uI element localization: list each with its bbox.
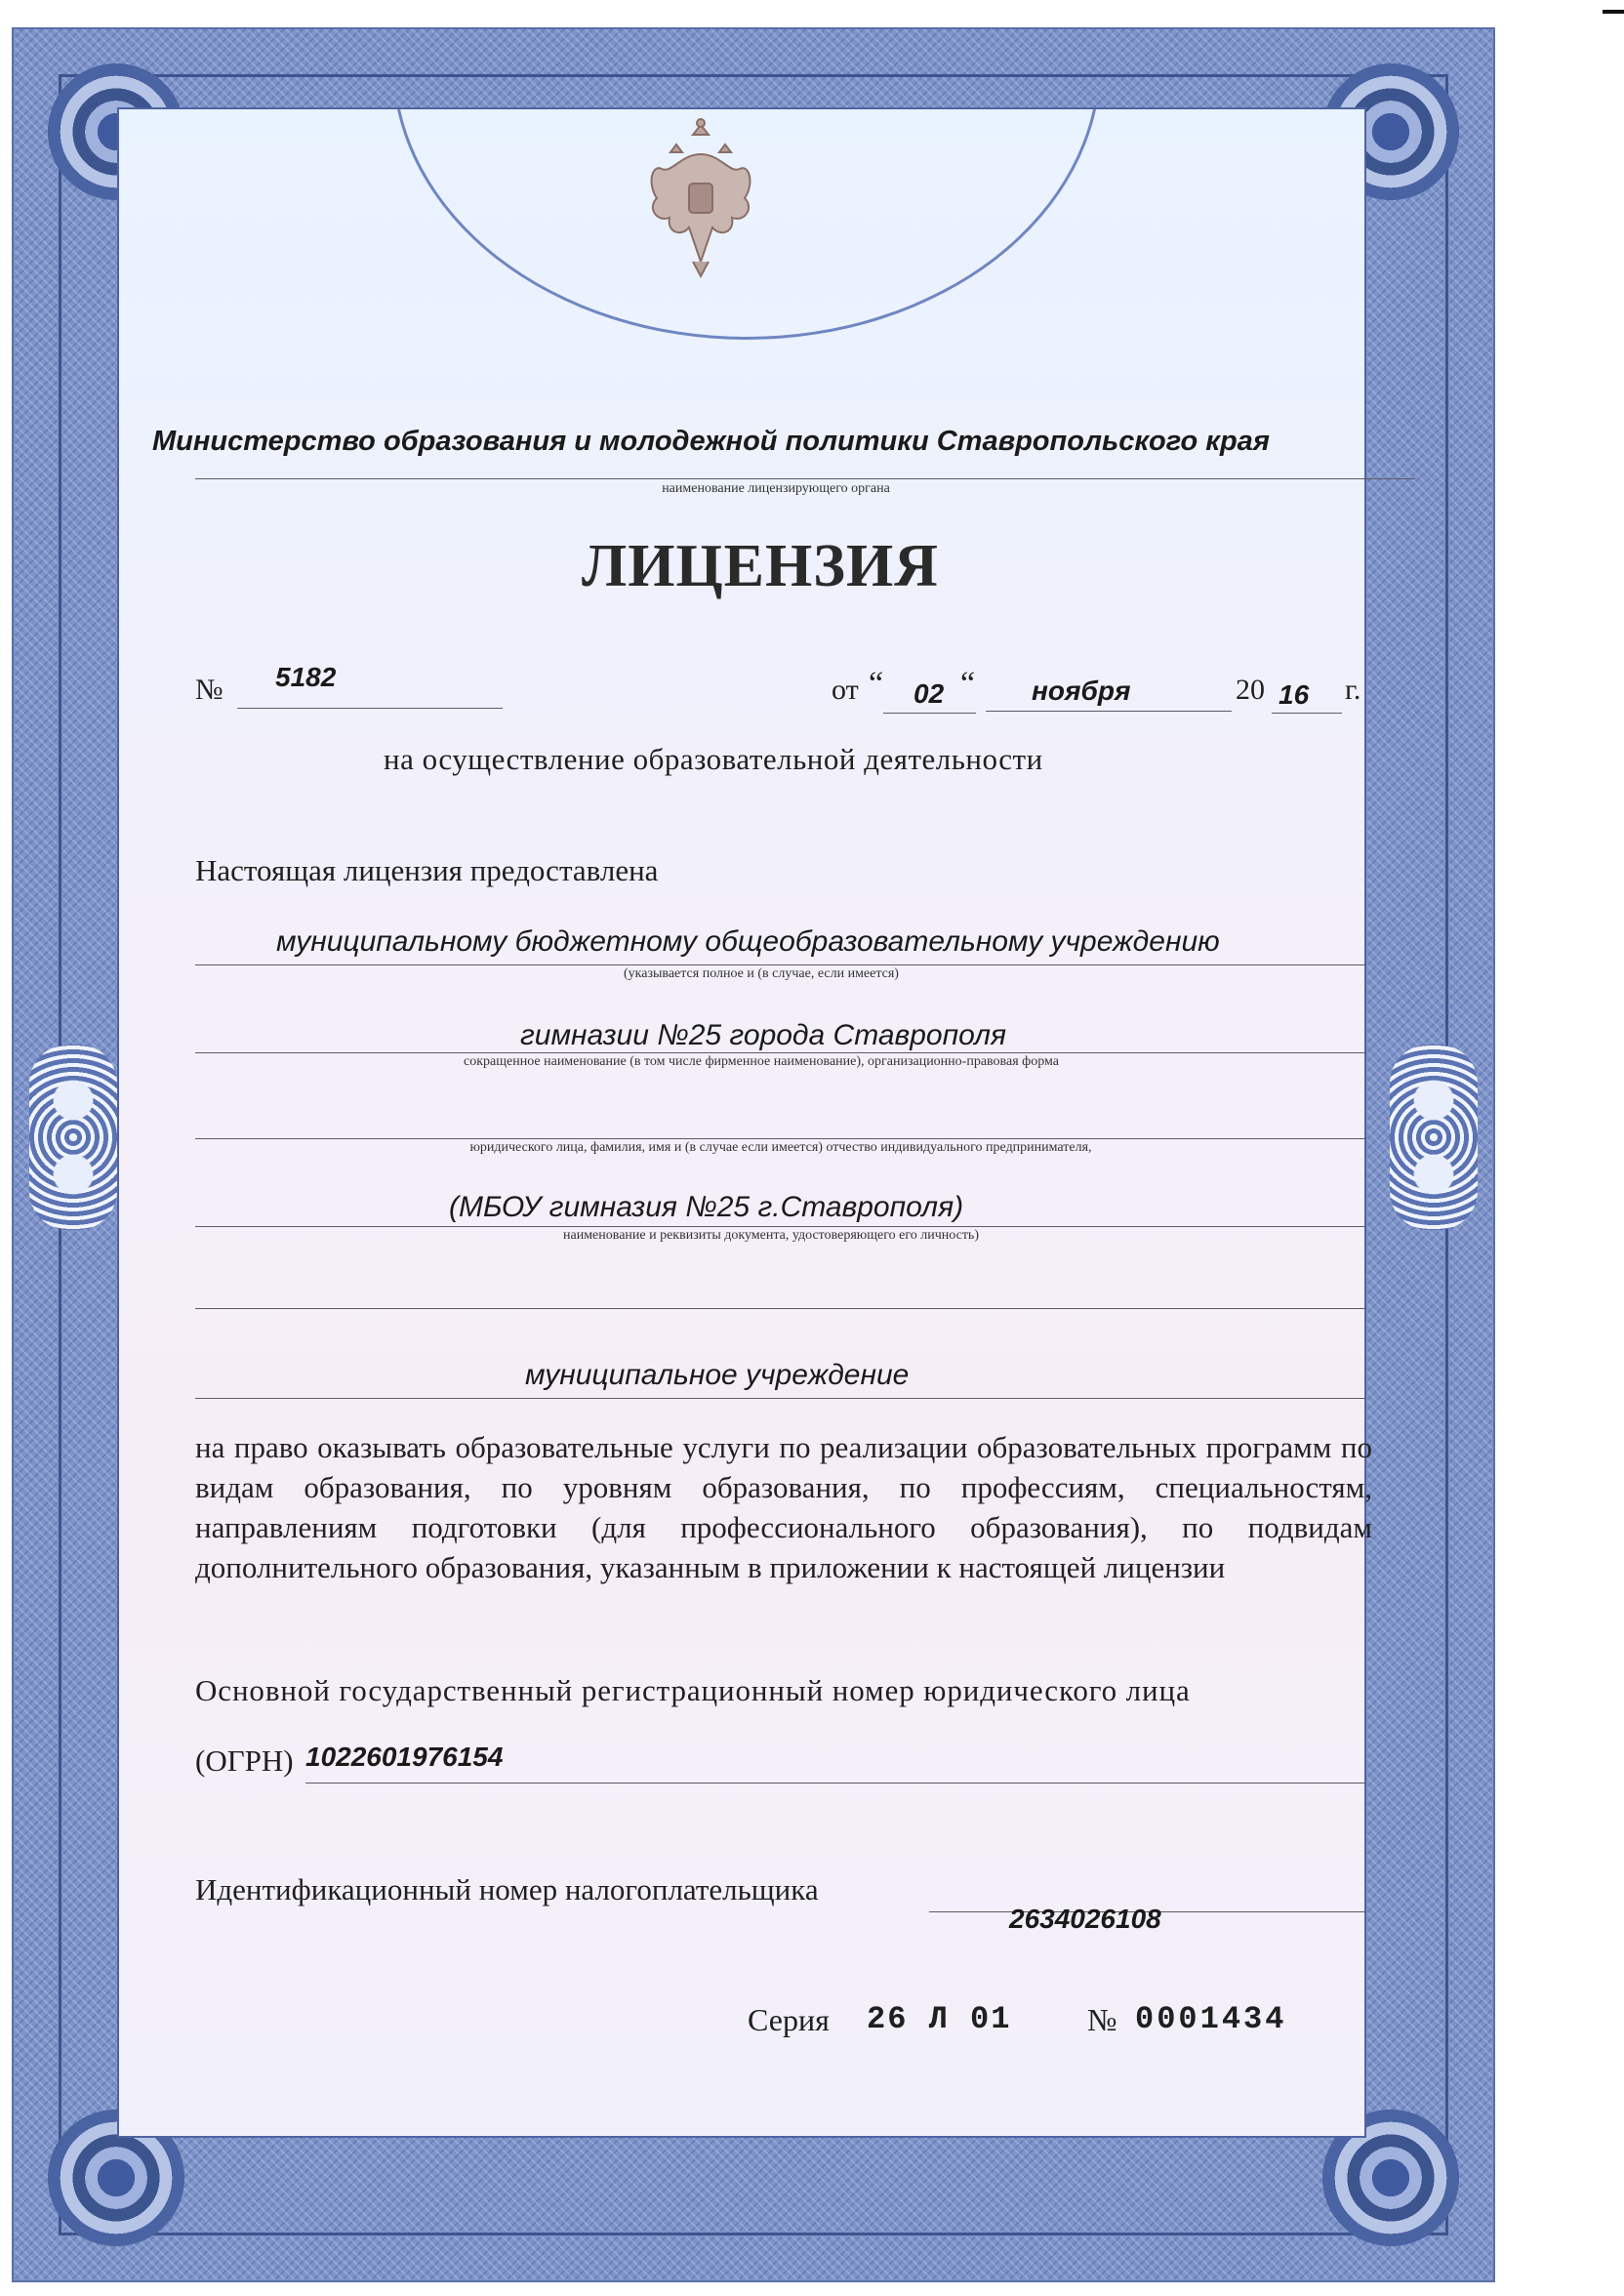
- coat-of-arms-icon: [642, 115, 759, 281]
- entity-full-name: муниципальному бюджетному общеобразовательному учреждению: [276, 925, 1220, 958]
- licensing-body: Министерство образования и молодежной политики Ставропольского края: [152, 426, 1270, 457]
- date-month: ноября: [1032, 676, 1131, 706]
- entity-caption1: (указывается полное и (в случае, если имеется): [624, 966, 899, 981]
- side-knot-icon: [1390, 1045, 1478, 1230]
- ogrn-label: Основной государственный регистрационный номер юридического лица: [195, 1673, 1191, 1707]
- entity-line4-underline: [195, 1226, 1366, 1227]
- inn-label: Идентификационный номер налогоплательщика: [195, 1872, 819, 1906]
- entity-line3-underline: [195, 1138, 1366, 1139]
- side-knot-icon: [29, 1045, 117, 1230]
- year-prefix: 20: [1236, 674, 1265, 706]
- series-number-label: №: [1087, 2002, 1117, 2037]
- number-label: №: [195, 674, 223, 706]
- cut-mark: [1603, 10, 1624, 14]
- number-underline: [237, 708, 503, 709]
- document-title: ЛИЦЕНЗИЯ: [582, 533, 939, 599]
- entity-line2-underline: [195, 1052, 1366, 1053]
- licensing-body-underline: [195, 478, 1415, 479]
- licensing-body-caption: наименование лицензирующего органа: [662, 481, 890, 496]
- date-open-quote: “: [869, 666, 884, 702]
- inn-value: 2634026108: [1009, 1904, 1161, 1934]
- entity-abbreviation: (МБОУ гимназия №25 г.Ставрополя): [449, 1191, 964, 1223]
- entity-short-name: гимназии №25 города Ставрополя: [520, 1019, 1007, 1051]
- ogrn-underline: [305, 1783, 1366, 1784]
- purpose: на осуществление образовательной деятельности: [384, 742, 1043, 776]
- certificate-paper: [117, 107, 1366, 2138]
- series-value: 26 Л 01: [867, 2001, 1012, 2037]
- ogrn-abbr: (ОГРН): [195, 1743, 294, 1778]
- entity-caption2: сокращенное наименование (в том числе фирменное наименование), организационно-правовая форма: [464, 1054, 1059, 1069]
- entity-line5-underline: [195, 1308, 1366, 1309]
- series-label: Серия: [748, 2002, 830, 2037]
- entity-line6-underline: [195, 1398, 1366, 1399]
- year-underline: [1272, 713, 1342, 714]
- entity-line1-underline: [195, 964, 1366, 965]
- granted-to-label: Настоящая лицензия предоставлена: [195, 853, 659, 887]
- entity-caption3: юридического лица, фамилия, имя и (в случае если имеется) отчество индивидуального предпринимателя,: [469, 1140, 1092, 1155]
- day-underline: [883, 713, 976, 714]
- year-unit: г.: [1345, 674, 1361, 706]
- date-day: 02: [914, 678, 945, 709]
- date-close-quote: “: [960, 666, 976, 702]
- series-number: 0001434: [1135, 2001, 1287, 2037]
- license-number: 5182: [275, 662, 337, 692]
- month-underline: [986, 711, 1232, 712]
- right-description: на право оказывать образовательные услуги по реализации образовательных программ по видам образования, по уровням образования, по профессиям, специальностям, направлениям подготовки (для профессионального образования), по подвидам дополнительного образования, указанным в приложении к настоящей лицензии: [195, 1430, 1372, 1584]
- entity-type: муниципальное учреждение: [525, 1359, 910, 1391]
- entity-caption4: наименование и реквизиты документа, удостоверяющего его личность): [563, 1228, 979, 1243]
- ogrn-value: 1022601976154: [305, 1742, 504, 1772]
- year-suffix: 16: [1279, 679, 1310, 710]
- date-prefix: от: [832, 674, 859, 706]
